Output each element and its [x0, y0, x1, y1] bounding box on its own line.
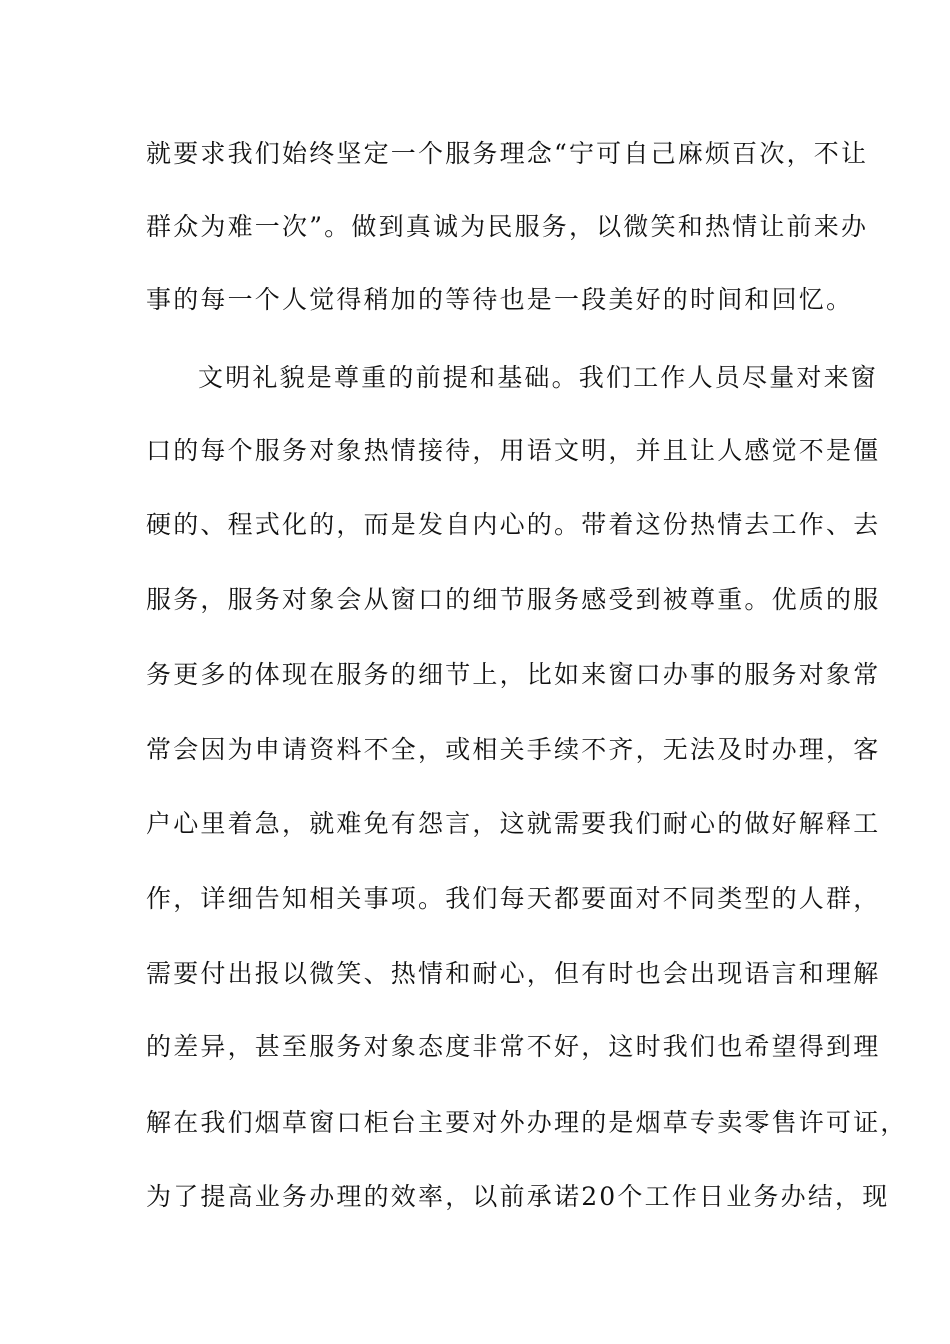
text-line: 解在我们烟草窗口柜台主要对外办理的是烟草专卖零售许可证，	[146, 1108, 908, 1137]
text-line: 户心里着急，就难免有怨言，这就需要我们耐心的做好解释工	[146, 809, 881, 838]
text-line: 的差异，甚至服务对象态度非常不好，这时我们也希望得到理	[146, 1032, 881, 1061]
text-line: 作，详细告知相关事项。我们每天都要面对不同类型的人群，	[146, 884, 881, 913]
text-line: 事的每一个人觉得稍加的等待也是一段美好的时间和回忆。	[146, 285, 854, 314]
text-line: 群众为难一次”。做到真诚为民服务，以微笑和热情让前来办	[146, 212, 869, 241]
text-line: 常会因为申请资料不全，或相关手续不齐，无法及时办理，客	[146, 735, 881, 764]
text-line: 为了提高业务办理的效率，以前承诺20个工作日业务办结，现	[146, 1182, 890, 1211]
text-line: 需要付出报以微笑、热情和耐心，但有时也会出现语言和理解	[146, 959, 881, 988]
text-line: 就要求我们始终坚定一个服务理念“宁可自己麻烦百次，不让	[146, 139, 869, 168]
text-line: 口的每个服务对象热情接待，用语文明，并且让人感觉不是僵	[146, 436, 881, 465]
paragraph-first-line: 文明礼貌是尊重的前提和基础。我们工作人员尽量对来窗	[198, 363, 879, 392]
text-line: 务更多的体现在服务的细节上，比如来窗口办事的服务对象常	[146, 660, 881, 689]
text-line: 服务，服务对象会从窗口的细节服务感受到被尊重。优质的服	[146, 585, 881, 614]
text-line: 硬的、程式化的，而是发自内心的。带着这份热情去工作、去	[146, 510, 881, 539]
